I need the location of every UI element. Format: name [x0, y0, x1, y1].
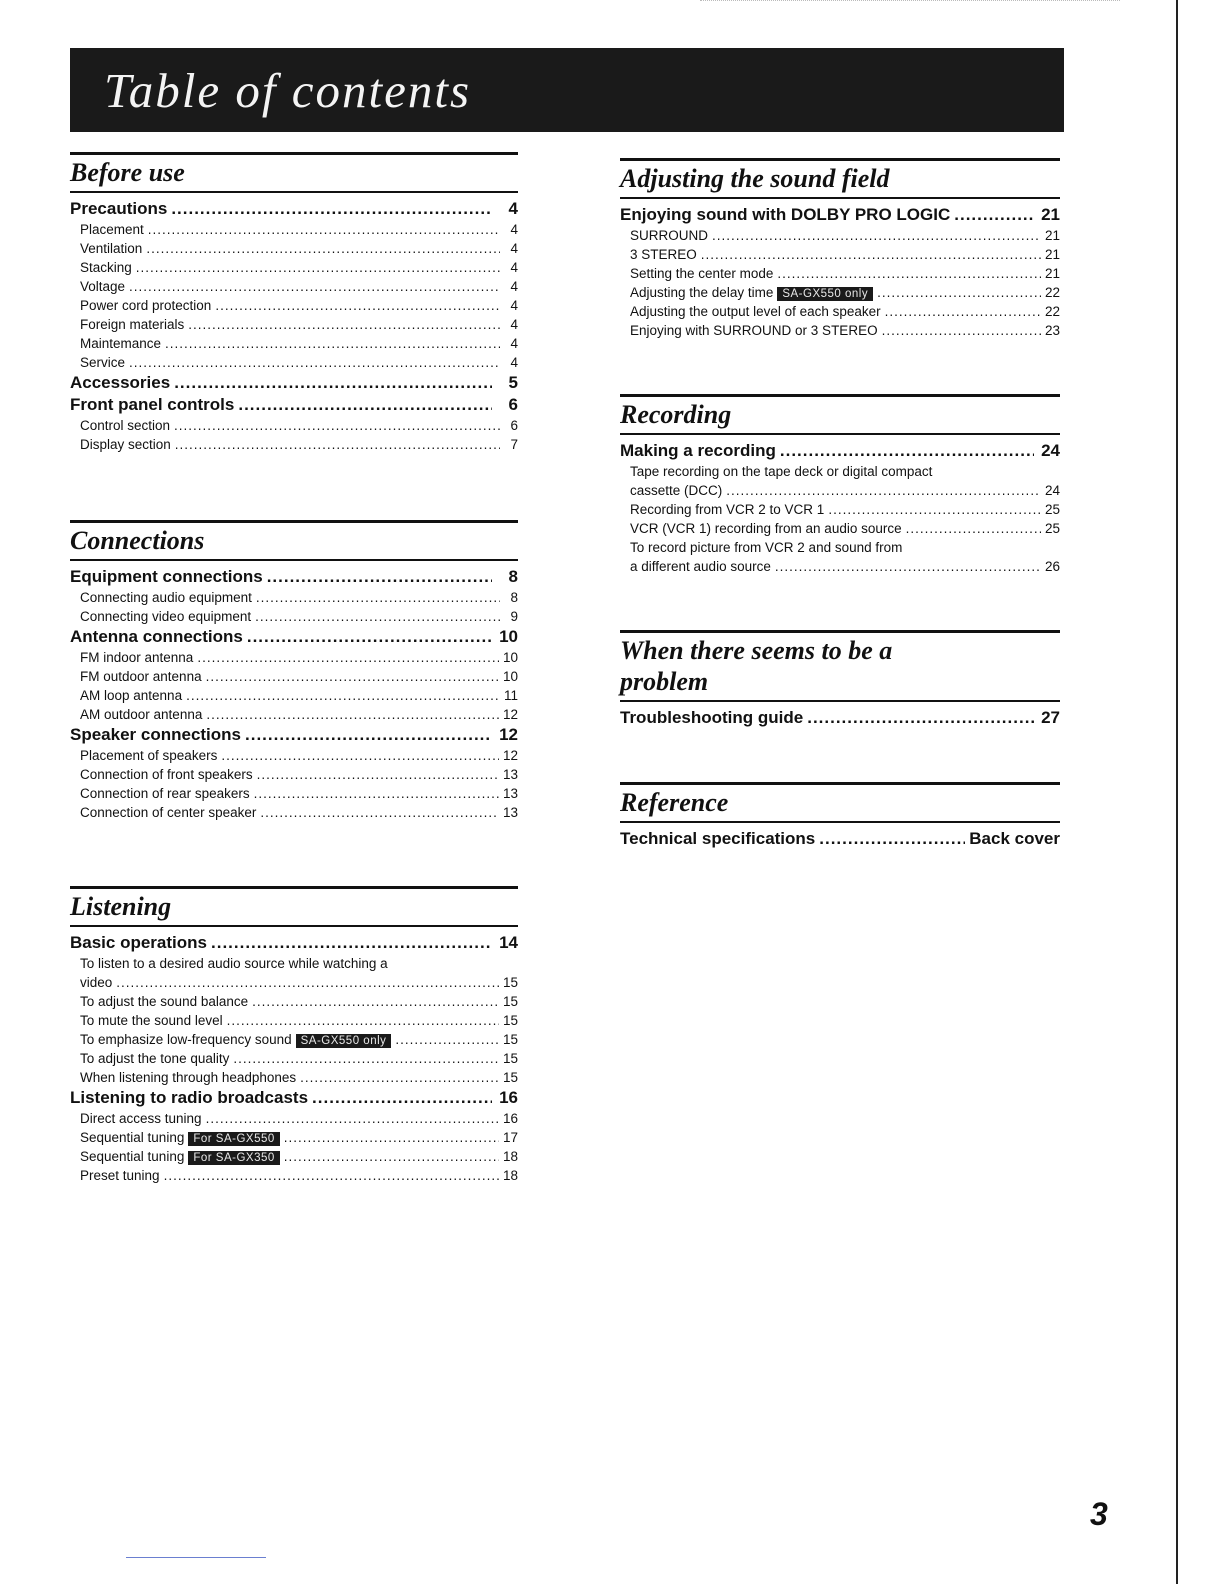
toc-entry-power-cord[interactable]: Power cord protection ..... 4 [70, 296, 518, 315]
toc-entry-direct-access[interactable]: Direct access tuning ..... 16 [70, 1109, 518, 1128]
toc-entry-voltage[interactable]: Voltage ..... 4 [70, 277, 518, 296]
toc-entry-rear-speakers[interactable]: Connection of rear speakers ..... 13 [70, 784, 518, 803]
section-connections [70, 520, 518, 822]
toc-entry-fm-outdoor[interactable]: FM outdoor antenna ..... 10 [70, 667, 518, 686]
toc-entry-center-speaker[interactable]: Connection of center speaker ..... 13 [70, 803, 518, 822]
toc-entry-fm-indoor[interactable]: FM indoor antenna ..... 10 [70, 648, 518, 667]
toc-entry-video-equipment[interactable]: Connecting video equipment ..... 9 [70, 607, 518, 626]
toc-entry-maintenance[interactable]: Maintemance ..... 4 [70, 334, 518, 353]
toc-entry-technical-specs[interactable]: Technical specifications ..... Back cover [620, 828, 1060, 850]
toc-entry-vcr1-audio[interactable]: VCR (VCR 1) recording from an audio source ..... 25 [620, 519, 1060, 538]
toc-entry-ventilation[interactable]: Ventilation ..... 4 [70, 239, 518, 258]
model-badge: For SA-GX350 [188, 1151, 279, 1165]
toc-entry-service[interactable]: Service ..... 4 [70, 353, 518, 372]
toc-entry-sound-balance[interactable]: To adjust the sound balance ..... 15 [70, 992, 518, 1011]
toc-entry-headphones[interactable]: When listening through headphones ..... 15 [70, 1068, 518, 1087]
toc-entry-3-stereo[interactable]: 3 STEREO ..... 21 [620, 245, 1060, 264]
section-title: Listening [70, 892, 172, 921]
section-sound-field [620, 158, 1060, 340]
page-number: 3 [1090, 1496, 1108, 1532]
section-listening [70, 886, 518, 1185]
toc-entry-emphasize-low[interactable]: To emphasize low-frequency sound SA-GX550 only ..... 15 [70, 1030, 518, 1049]
toc-entry-front-speakers[interactable]: Connection of front speakers ..... 13 [70, 765, 518, 784]
toc-entry-tape-recording[interactable]: cassette (DCC) ..... 24 [620, 481, 1060, 500]
toc-entry-preset-tuning[interactable]: Preset tuning ..... 18 [70, 1166, 518, 1185]
section-title: Connections [70, 526, 205, 555]
toc-entry-tape-recording-line1[interactable]: Tape recording on the tape deck or digital compact [630, 464, 933, 479]
section-header [620, 782, 1060, 823]
toc-entry-sequential-550[interactable]: Sequential tuning For SA-GX550 ..... 17 [70, 1128, 518, 1147]
bottom-link-line [126, 1557, 266, 1558]
model-badge: SA-GX550 only [296, 1034, 392, 1048]
section-header [70, 152, 518, 193]
page-title: Table of contents [104, 63, 472, 118]
model-badge: SA-GX550 only [777, 287, 873, 301]
section-header [620, 158, 1060, 199]
toc-entry-am-outdoor[interactable]: AM outdoor antenna ..... 12 [70, 705, 518, 724]
toc-entry-control-section[interactable]: Control section ..... 6 [70, 416, 518, 435]
model-badge: For SA-GX550 [188, 1132, 279, 1146]
toc-entry-troubleshooting[interactable]: Troubleshooting guide ..... 27 [620, 707, 1060, 729]
toc-entry-speaker-placement[interactable]: Placement of speakers ..... 12 [70, 746, 518, 765]
toc-entry-surround[interactable]: SURROUND ..... 21 [620, 226, 1060, 245]
section-title-line2: problem [620, 667, 709, 696]
title-banner [70, 48, 1064, 132]
toc-entry-center-mode[interactable]: Setting the center mode ..... 21 [620, 264, 1060, 283]
toc-entry-listen-video-line1[interactable]: To listen to a desired audio source while watching a [80, 956, 388, 971]
section-problem [620, 630, 1060, 729]
section-title: Adjusting the sound field [620, 164, 890, 193]
toc-entry-record-picture[interactable]: a different audio source ..... 26 [620, 557, 1060, 576]
toc-entry-tone-quality[interactable]: To adjust the tone quality ..... 15 [70, 1049, 518, 1068]
section-recording [620, 394, 1060, 576]
toc-entry-sequential-350[interactable]: Sequential tuning For SA-GX350 ..... 18 [70, 1147, 518, 1166]
toc-entry-front-panel[interactable]: Front panel controls ..... 6 [70, 394, 518, 416]
section-before-use [70, 152, 518, 454]
section-header [70, 520, 518, 561]
toc-entry-dolby-pro-logic[interactable]: Enjoying sound with DOLBY PRO LOGIC ..... 21 [620, 204, 1060, 226]
toc-entry-delay-time[interactable]: Adjusting the delay time SA-GX550 only ..... 22 [620, 283, 1060, 302]
toc-entry-speaker-connections[interactable]: Speaker connections ..... 12 [70, 724, 518, 746]
toc-entry-mute[interactable]: To mute the sound level ..... 15 [70, 1011, 518, 1030]
section-header [70, 886, 518, 927]
toc-entry-listen-video[interactable]: video ..... 15 [70, 973, 518, 992]
toc-entry-foreign-materials[interactable]: Foreign materials ..... 4 [70, 315, 518, 334]
section-title: Reference [620, 788, 729, 817]
toc-entry-making-recording[interactable]: Making a recording ..... 24 [620, 440, 1060, 462]
toc-entry-basic-operations[interactable]: Basic operations ..... 14 [70, 932, 518, 954]
toc-entry-equipment-connections[interactable]: Equipment connections ..... 8 [70, 566, 518, 588]
toc-entry-antenna-connections[interactable]: Antenna connections ..... 10 [70, 626, 518, 648]
toc-entry-precautions[interactable]: Precautions ..... 4 [70, 198, 518, 220]
section-title-line1: When there seems to be a [620, 636, 893, 665]
toc-entry-display-section[interactable]: Display section ..... 7 [70, 435, 518, 454]
toc-entry-vcr2-to-vcr1[interactable]: Recording from VCR 2 to VCR 1 ..... 25 [620, 500, 1060, 519]
toc-entry-audio-equipment[interactable]: Connecting audio equipment ..... 8 [70, 588, 518, 607]
toc-entry-record-picture-line1[interactable]: To record picture from VCR 2 and sound from [630, 540, 903, 555]
section-title: Before use [70, 158, 185, 187]
section-header [620, 630, 1060, 702]
toc-entry-output-level[interactable]: Adjusting the output level of each speaker ..... 22 [620, 302, 1060, 321]
toc-entry-radio-broadcasts[interactable]: Listening to radio broadcasts ..... 16 [70, 1087, 518, 1109]
toc-entry-placement[interactable]: Placement ..... 4 [70, 220, 518, 239]
toc-entry-enjoying-surround[interactable]: Enjoying with SURROUND or 3 STEREO ..... 23 [620, 321, 1060, 340]
section-header [620, 394, 1060, 435]
right-edge-rule [1176, 0, 1178, 1584]
section-reference [620, 782, 1060, 850]
section-title: Recording [620, 400, 732, 429]
toc-entry-accessories[interactable]: Accessories ..... 5 [70, 372, 518, 394]
toc-entry-am-loop[interactable]: AM loop antenna ..... 11 [70, 686, 518, 705]
toc-entry-stacking[interactable]: Stacking ..... 4 [70, 258, 518, 277]
top-edge-dots [700, 0, 1120, 1]
